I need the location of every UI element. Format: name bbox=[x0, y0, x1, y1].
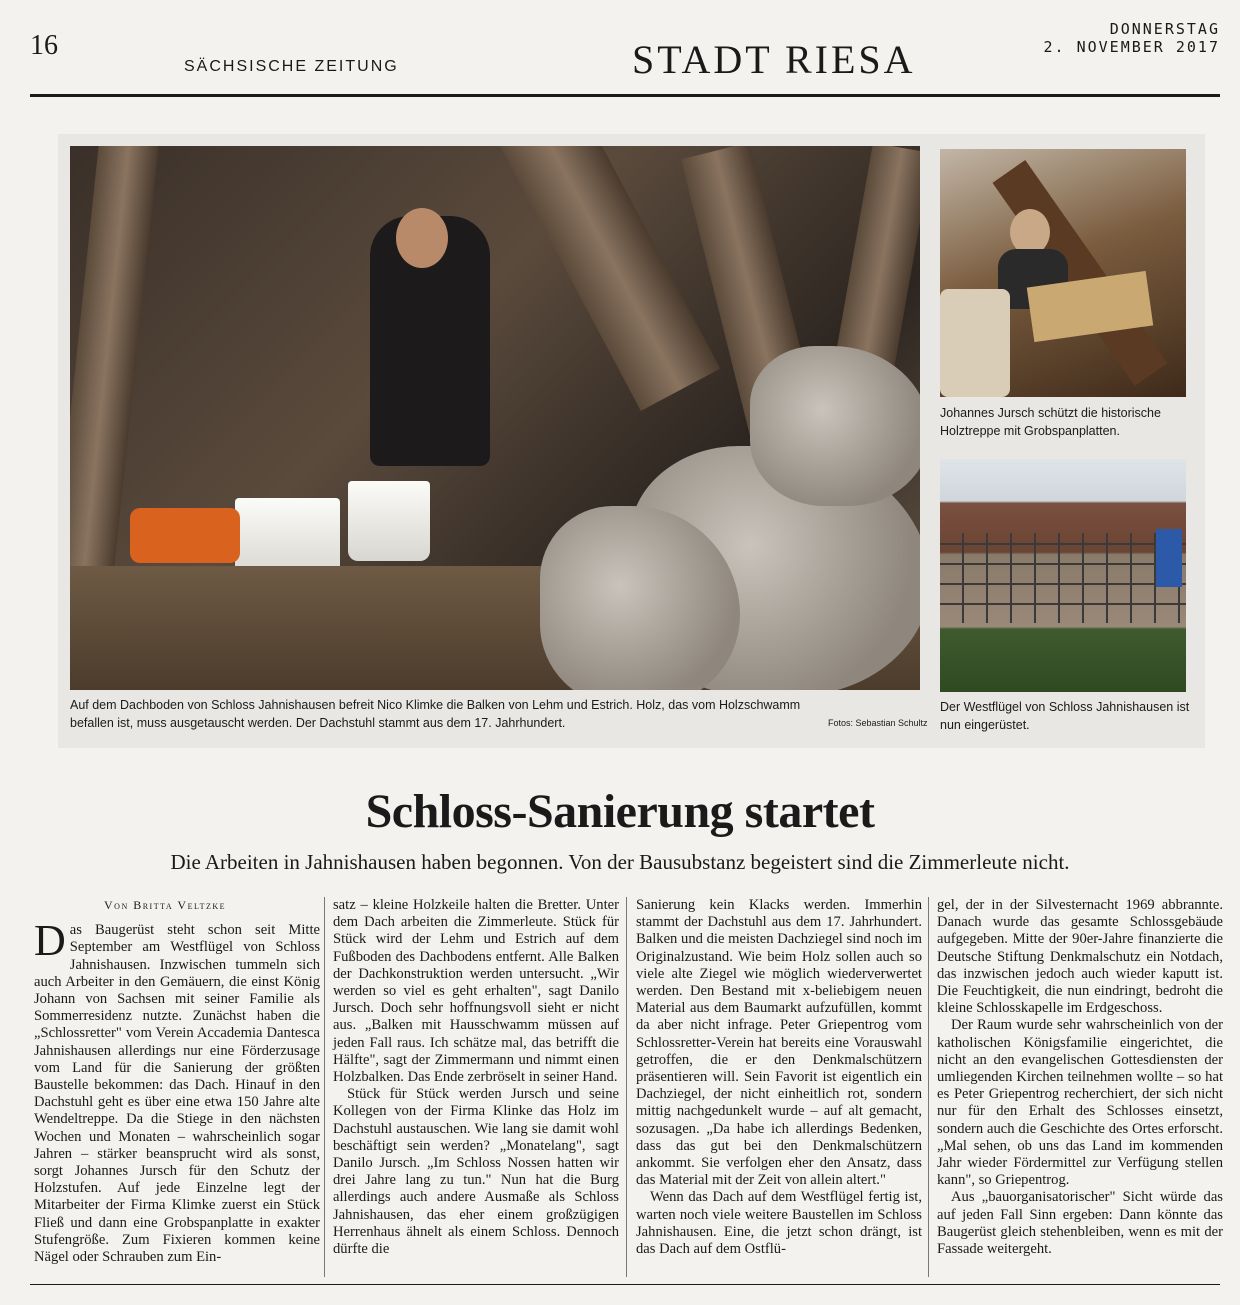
article-subheadline: Die Arbeiten in Jahnishausen haben begonnen. Von der Bausubstanz begeistert sind die Zimmerleute nicht. bbox=[170, 850, 1070, 874]
paragraph: Das Baugerüst steht schon seit Mitte September am Westflügel von Schloss Jahnishausen. Inzwischen tummeln sich auch Arbeiter in den Gemäuern, die einst König Johann von Sachsen mit seiner Familie als Sommerresidenz nutzte. Zunächst haben die „Schlossretter" vom Verein Accademia Dantesca Jahnishausen allerdings nur eine Förderzusage vom Land für die Sanierung der größten Baustelle bekommen: das Dach. Hinauf in den Dachstuhl geht es über eine etwa 150 Jahre alte Wendeltreppe. Da die Stiege in den nächsten Wochen und Monaten – wahrscheinlich sogar Jahren – stärker beansprucht wird als sonst, sorgt Johannes Jursch für den Schutz der Holzstufen. Auf jede Einzelne legt der Mitarbeiter der Firma Klimke zuerst ein Stück Fließ und dann eine Grobspanplatte in exakter Stufengröße. Zum Fixieren kommen keine Nägel oder Schrauben zum Ein- bbox=[34, 916, 320, 1266]
blue-tarp bbox=[1156, 529, 1182, 587]
staircase-photo-caption: Johannes Jursch schützt die historische Holztreppe mit Grobspanplatten. bbox=[940, 406, 1161, 438]
article-column-3 bbox=[636, 897, 922, 1258]
issue-date bbox=[1044, 20, 1221, 56]
column-divider bbox=[928, 897, 929, 1277]
column-divider bbox=[324, 897, 325, 1277]
staircase-photo bbox=[940, 149, 1186, 397]
attic-photo bbox=[70, 146, 920, 690]
issue-weekday: DONNERSTAG bbox=[1109, 20, 1220, 38]
main-photo-caption: Auf dem Dachboden von Schloss Jahnishausen befreit Nico Klimke die Balken von Lehm und Estrich. Holz, das vom Holzschwamm befallen ist, muss ausgetauscht werden. Der Dachstuhl stammt aus dem 17. Jahrhundert. bbox=[70, 698, 801, 730]
worker-head bbox=[396, 208, 448, 268]
stair-post bbox=[940, 289, 1010, 397]
paragraph: gel, der in der Silvesternacht 1969 abbrannte. Danach wurde das gesamte Schlossgebäude aufgegeben. Mitte der 90er-Jahre finanzierte die Deutsche Stiftung Denkmalschutz ein Notdach, das inzwischen jedoch auch wieder kaputt ist. Die Feuchtigkeit, die nun eindringt, bedroht die kleine Schlosskapelle im Erdgeschoss. bbox=[937, 897, 1223, 1017]
paragraph: Stück für Stück werden Jursch und seine Kollegen von der Firma Klinke das Holz im Dachstuhl austauschen. Wie lang sie damit wohl beschäftigt sein werden? „Monatelang", sagt Danilo Jursch. „Im Schloss Nossen hatten wir drei Jahre lang zu tun." Nun hat die Burg allerdings auch andere Ausmaße als Schloss Jahnishausen, das eher einem großzügigen Herrenhaus ähnelt als einem Schloss. Dennoch dürfte die bbox=[333, 1086, 619, 1258]
article-column-1 bbox=[34, 897, 320, 1266]
chainsaw bbox=[130, 508, 240, 563]
paper-name: SÄCHSISCHE ZEITUNG bbox=[184, 58, 399, 75]
section-title: STADT RIESA bbox=[632, 37, 916, 82]
building-photo bbox=[940, 459, 1186, 692]
paragraph: satz – kleine Holzkeile halten die Bretter. Unter dem Dach arbeiten die Zimmerleute. Stück für Stück wird der Lehm und Estrich auf dem Fußboden des Dachbodens entfernt. Alle Balken der Dachkonstruktion werden untersucht. „Wir werden so viel es geht erhalten", sagt Danilo Jursch. Doch sehr hoffnungsvoll sieht er nicht aus. „Balken mit Hausschwamm müssen auf jeden Fall raus. Ich schätze mal, das betrifft die Hälfte", sagt der Zimmermann und nimmt einen Holzbalken. Das Ende zerbröselt in seiner Hand. bbox=[333, 897, 619, 1086]
rubble-pile bbox=[750, 346, 920, 506]
photo-block bbox=[58, 134, 1205, 748]
masthead-rule bbox=[30, 94, 1220, 97]
building-photo-caption: Der Westflügel von Schloss Jahnishausen ist nun eingerüstet. bbox=[940, 700, 1190, 732]
bucket bbox=[348, 481, 430, 561]
article-column-4 bbox=[937, 897, 1223, 1258]
bottom-rule bbox=[30, 1284, 1220, 1285]
paragraph: Der Raum wurde sehr wahrscheinlich von der katholischen Königsfamilie eingerichtet, die nicht an den evangelischen Gottesdiensten der umliegenden Kirchen teilnehmen wollte – so hat es Peter Griepentrog recherchiert, der sich nicht nur für den Erhalt des Schlosses einsetzt, sondern auch die Geschichte des Ortes erforscht. „Mal sehen, ob uns das Land im kommenden Jahr wieder Fördermittel zur Verfügung stellen kann", so Griepentrog. bbox=[937, 1017, 1223, 1189]
column-divider bbox=[626, 897, 627, 1277]
photo-credit: Fotos: Sebastian Schultz bbox=[828, 718, 928, 728]
page-number: 16 bbox=[30, 30, 58, 61]
paragraph: Aus „bauorganisatorischer" Sicht würde das auf jeden Fall Sinn ergeben: Dann könnte das Baugerüst gleich stehenbleiben, wenn es mit der Fassade weitergeht. bbox=[937, 1189, 1223, 1258]
scaffolding bbox=[940, 533, 1186, 623]
issue-date-text: 2. NOVEMBER 2017 bbox=[1043, 38, 1220, 56]
byline: Von Britta Veltzke bbox=[104, 898, 227, 912]
article-headline: Schloss-Sanierung startet bbox=[365, 785, 875, 838]
paragraph: Sanierung kein Klacks werden. Immerhin stammt der Dachstuhl aus dem 17. Jahrhundert. Balken und die meisten Dachziegel sind noch im Originalzustand. Wie beim Holz sollen auch so viele alte Ziegel wie möglich wiederverwertet werden. Den Bestand mit x-beliebigem neuen Material aus dem Baumarkt aufzufüllen, kommt da aber nicht infrage. Peter Griepentrog vom Schlossretter-Verein hat bereits eine Vorauswahl getroffen, die er den Denkmalschützern präsentieren will. Sein Favorit ist eigentlich ein Dachziegel, der nicht einheitlich rot, sondern mittig nachgedunkelt wurde – auf alt gemacht, sozusagen. „Da habe ich allerdings Bedenken, dass das gut bei den Denkmalschützern ankommt. Sie verfolgen eher den Ansatz, dass das Material mit der Zeit von allein altert." bbox=[636, 897, 922, 1189]
article-column-2 bbox=[333, 897, 619, 1258]
paragraph: Wenn das Dach auf dem Westflügel fertig ist, warten noch viele weitere Baustellen im Schloss Jahnishausen. Eine, die jetzt schon drängt, ist das Dach auf dem Ostflü- bbox=[636, 1189, 922, 1258]
